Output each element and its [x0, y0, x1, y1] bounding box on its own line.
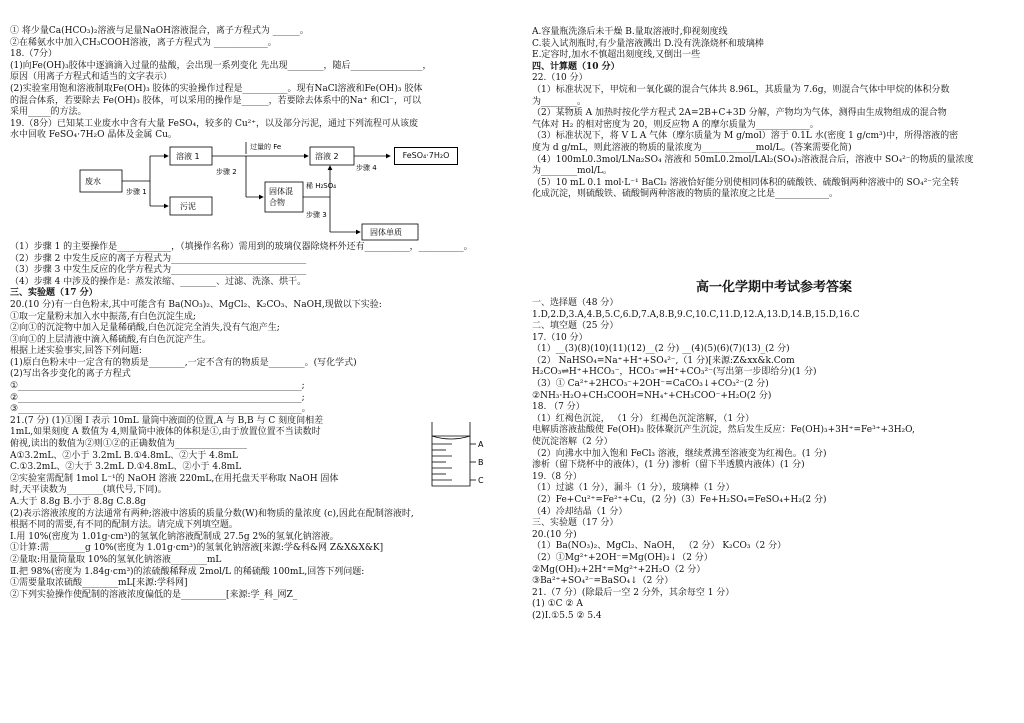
q17-continued — [10, 26, 522, 49]
answer-line: （1）__(3)(8)(10)(11)(12)__(2 分) __(4)(5)(6)(7)(13)_(2 分) — [532, 344, 790, 355]
text-line: (1)原白色粉末中一定含有的物质是________,一定不含有的物质是________。(写化学式) — [10, 357, 357, 368]
text-line: ③向①的上层清液中滴入稀硫酸,有白色沉淀产生。 — [10, 334, 211, 345]
text-line: 水中回收 FeSO₄·7H₂O 晶体及金属 Cu。 — [10, 130, 177, 141]
answer-line: （2）Fe+Cu²⁺=Fe²⁺+Cu，(2 分)（3）Fe+H₂SO₄=FeSO₄+H₂(2 分) — [532, 495, 827, 505]
text-line: （3）步骤 3 中发生反应的化学方程式为______________________________ — [10, 265, 307, 276]
section-3-title: 三、实验题（17 分） — [10, 288, 98, 299]
answer-line: 渗析（留下烧杯中的液体），(1 分) 渗析（留下半透膜内液体）(1 分) — [532, 460, 805, 471]
text-line: 19.（8分）已知某工业废水中含有大量 FeSO₄，较多的 Cu²⁺，以及部分污泥，通过下列流程可从该废 — [10, 118, 419, 129]
answer-line: （2）①Mg²⁺+2OH⁻=Mg(OH)₂↓（2 分） — [532, 552, 713, 563]
flow-label-metal: 固体单质 — [370, 227, 402, 237]
answer-line: 18. （7 分） — [532, 402, 585, 413]
text-line: (1)向Fe(OH)₃胶体中逐滴滴入过量的盐酸，会出现一系列变化 先出现________，随后________________， — [10, 60, 432, 71]
answer-line: （2） NaHSO₄=Na⁺+H⁺+SO₄²⁻,（1 分)[来源:Z&xx&k.Com — [532, 355, 795, 366]
answer-line: 二、填空题（25 分） — [532, 321, 619, 332]
text-line: A.容量瓶洗涤后未干燥 B.量取溶液时,仰视刻度线 — [532, 27, 728, 37]
text-line: ②量取:用量筒量取 10%的氢氧化钠溶液________mL — [10, 554, 222, 565]
text-line: E.定容时,加水不慎超出刻度线,又倒出一些 — [532, 50, 701, 61]
blank-space — [532, 201, 1016, 275]
text-line: C.①3.2mL、②大于 3.2mL D.①4.8mL、②小于 4.8mL — [10, 462, 242, 473]
answer-line: 三、实验题（17 分） — [532, 518, 619, 529]
answer-line: 19.（8 分） — [532, 471, 582, 482]
text-line: （5）10 mL 0.1 mol·L⁻¹ BaCl₂ 溶液恰好能分别使相同体积的硫酸铁、硫酸铜两种溶液中的 SO₄²⁻完全转 — [532, 177, 960, 188]
answer-line: 21.（7 分）(除最后一空 2 分外，其余每空 1 分） — [532, 587, 735, 598]
q22-text — [532, 73, 1016, 201]
q20-text — [10, 300, 522, 416]
answer-line: （1）红褐色沉淀， （1 分） 红褐色沉淀溶解，（1 分） — [532, 413, 755, 424]
q21-options — [532, 27, 1016, 62]
text-line: 21.(7 分) (1)①图 I 表示 10mL 量筒中液面的位置,A 与 B,B 与 C 刻度间相差 — [10, 415, 324, 426]
flow-box-product — [394, 147, 458, 165]
text-line: 化成沉淀，则硫酸铁、硫酸铜两种溶液的物质的量浓度之比是____________。 — [532, 189, 839, 200]
text-line: C.装入试剂瓶时,有少量溶液溅出 D.没有洗涤烧杯和玻璃棒 — [532, 38, 764, 49]
left-column — [10, 26, 522, 601]
text-line: 1mL,如果刻度 A 数值为 4,则量筒中液体的体积是①,由于放置位置不当读数时 — [10, 427, 321, 438]
text-line: 气体对 H₂ 的相对密度为 20，则反应物 A 的摩尔质量为____________。 — [532, 119, 819, 130]
answer-line: （3）① Ca²⁺+2HCO₃⁻+2OH⁻=CaCO₃↓+CO₃²⁻(2 分) — [532, 379, 769, 390]
answer-line: 1.D,2.D,3.A,4.B,5.C,6.D,7.A,8.B,9.C,10.C,11.D,12.A,13.D,14.B,15.D,16.C — [532, 309, 860, 320]
text-line: 俯视,读出的数值为②则①②的正确数值为________________ — [10, 439, 247, 450]
text-line: 为________。 — [532, 96, 587, 107]
text-line: (2)表示溶液浓度的方法通常有两种;溶液中溶质的质量分数(W)和物质的量浓度 (c),因此在配制溶液时, — [10, 508, 414, 519]
text-line: ①计算:需________g 10%(密度为 1.01g·cm³)的氢氧化钠溶液[来源:学&科&网 Z&X&X&K] — [10, 543, 384, 554]
answer-line: 20.(10 分) — [532, 529, 577, 540]
text-line: 根据上述实验事实,回答下列问题: — [10, 346, 142, 357]
answer-line: （2）向沸水中加入饱和 FeCl₃ 溶液，继续煮沸至溶液变为红褐色。(1 分) — [532, 448, 827, 459]
text-line: A.大于 8.8g B.小于 8.8g C.8.8g — [10, 497, 146, 507]
text-line: ②在稀氨水中加入CH₃COOH溶液，离子方程式为 ____________。 — [10, 37, 277, 48]
text-line: ②向①的沉淀物中加入足量稀硝酸,白色沉淀完全消失,没有气泡产生; — [10, 323, 280, 334]
text-line: (2)写出各步变化的离子方程式 — [10, 369, 131, 380]
flow-diagram — [10, 142, 522, 242]
q19-subquestions — [10, 242, 522, 288]
answer-line: ②Mg(OH)₂+2H⁺=Mg²⁺+2H₂O（2 分） — [532, 564, 706, 575]
flow-label-step4: 步骤 4 — [356, 163, 377, 172]
answer-line: （1）过滤（1 分），漏斗（1 分），玻璃棒（1 分） — [532, 483, 735, 494]
answer-line: 一、选择题（48 分） — [532, 297, 619, 308]
flow-label-excess-fe: 过量的 Fe — [250, 142, 282, 151]
text-line: ① 将少量Ca(HCO₃)₂溶液与足量NaOH溶液混合，离子方程式为 ______。 — [10, 26, 309, 36]
text-line: 18.（7分） — [10, 49, 58, 60]
text-line: （4）步骤 4 中涉及的操作是：蒸发浓缩、________、过滤、洗涤、烘干。 — [10, 276, 307, 287]
text-line: ①_______________________________________________________________; — [10, 381, 305, 392]
answer-line: （4）冷却结晶（1 分） — [532, 506, 628, 517]
answer-line: (1) ①C ② A — [532, 599, 583, 610]
text-line: 20.(10 分)有一白色粉末,其中可能含有 Ba(NO₃)₂、MgCl₂、K₂CO₃、NaOH,现做以下实验: — [10, 299, 382, 310]
flow-label-step2: 步骤 2 — [216, 167, 237, 176]
answer-line: 17.（10 分） — [532, 332, 588, 343]
text-line: ①需要量取浓硫酸________mL[来源:学科网] — [10, 578, 188, 589]
text-line: (2)实验室用饱和溶液制取Fe(OH)₃ 胶体的实验操作过程是__________。现有NaCl溶液和Fe(OH)₃ 胶体 — [10, 83, 423, 94]
text-line: 采用_____的方法。 — [10, 107, 87, 118]
text-line: Ⅰ.用 10%(密度为 1.01g·cm³)的氢氧化钠溶液配制成 27.5g 2%的氢氧化钠溶液。 — [10, 531, 339, 542]
text-line: （2）步骤 2 中发生反应的离子方程式为______________________________ — [10, 253, 307, 264]
flow-label-sludge: 污泥 — [180, 201, 196, 211]
flow-label-step3: 步骤 3 — [306, 210, 327, 219]
answer-line: 使沉淀溶解（2 分） — [532, 437, 613, 448]
answer-key-title: 高一化学期中考试参考答案 — [695, 279, 852, 295]
text-line: ②下列实验操作使配制的溶液浓度偏低的是__________[来源:学_科_网Z_ — [10, 589, 298, 600]
text-line: 根据不同的需要,有不同的配制方法。请完成下列填空题。 — [10, 520, 238, 531]
q18-q19-text — [10, 49, 522, 142]
cylinder-mark-c: C — [478, 475, 484, 485]
text-line: ②实验室需配制 1mol L⁻¹的 NaOH 溶液 220mL,在用托盘天平称取 NaOH 固体 — [10, 473, 339, 484]
answer-line: ③Ba²⁺+SO₄²⁻=BaSO₄↓（2 分） — [532, 576, 674, 587]
text-line: （3）标准状况下，将 V L A 气体（摩尔质量为 M g/mol）溶于 0.1L 水(密度 1 g/cm³)中，所得溶液的密 — [532, 131, 959, 142]
text-line: 原因（用离子方程式和适当的文字表示） — [10, 72, 173, 83]
answer-line: （1）Ba(NO₃)₂、MgCl₂、NaOH， （2 分） K₂CO₃（2 分） — [532, 541, 787, 552]
text-line: 为________mol/L。 — [532, 166, 612, 177]
answer-line: ②NH₃·H₂O+CH₃COOH=NH₄⁺+CH₃COO⁻+H₂O(2 分) — [532, 390, 772, 401]
text-line: ①取一定量粉末加入水中振荡,有白色沉淀生成; — [10, 311, 196, 322]
answer-key — [532, 298, 1016, 623]
cylinder-mark-b: B — [478, 457, 484, 467]
cylinder-mark-a: A — [478, 439, 484, 449]
right-column — [532, 27, 1016, 623]
text-line: Ⅱ.把 98%(密度为 1.84g·cm³)的浓硫酸稀释成 2mol/L 的稀硫酸 100mL,回答下列问题: — [10, 566, 365, 577]
flow-label-solution2: 溶液 2 — [315, 151, 339, 161]
flow-label-waste: 废水 — [85, 176, 101, 186]
text-line: 时,天平读数为________(填代号,下同)。 — [10, 485, 167, 496]
text-line: （2）某物质 A 加热时按化学方程式 2A=2B+C+3D 分解，产物均为气体，测得由生成物组成的混合物 — [532, 108, 947, 119]
text-line: 度为 d g/mL，则此溶液的物质的量浓度为____________mol/L。(答案需要化简) — [532, 142, 852, 153]
text-line: （4）100mL0.3mol/LNa₂SO₄ 溶液和 50mL0.2mol/LAl₂(SO₄)₃溶液混合后，溶液中 SO₄²⁻的物质的量浓度 — [532, 154, 974, 165]
text-line: 的混合体系，若要除去 Fe(OH)₃ 胶体，可以采用的操作是______，若要除去体系中的Na⁺ 和Cl⁻，可以 — [10, 95, 422, 106]
text-line: ③_______________________________________________________________。 — [10, 404, 311, 415]
section-4-title: 四、计算题（10 分） — [532, 61, 620, 72]
text-line: A①3.2mL、②小于 3.2mL B.①4.8mL、②大于 4.8mL — [10, 450, 238, 461]
flow-label-product: FeSO₄·7H₂O — [402, 150, 450, 160]
text-line: 22.（10 分） — [532, 73, 588, 84]
flow-label-step1: 步骤 1 — [126, 187, 147, 196]
flow-label-dilute-acid: 稀 H₂SO₄ — [306, 181, 337, 190]
flow-label-mixture: 固体混合物 — [269, 186, 293, 207]
answer-line: H₂CO₃⇌H⁺+HCO₃⁻，HCO₃⁻⇌H⁺+CO₃²⁻(写出第一步即给分)(1 分) — [532, 367, 817, 378]
flow-diagram-svg — [10, 142, 402, 242]
flow-label-solution1: 溶液 1 — [176, 151, 200, 161]
text-line: （1）步骤 1 的主要操作是____________，（填操作名称）需用到的玻璃仪器除烧杯外还有__________，__________。 — [10, 241, 473, 252]
text-line: （1）标准状况下，甲烷和一氧化碳的混合气体共 8.96L，其质量为 7.6g，则混合气体中甲烷的体积分数 — [532, 84, 950, 95]
text-line: ②_______________________________________________________________; — [10, 392, 305, 403]
answer-line: 电解质溶液盐酸使 Fe(OH)₃ 胶体聚沉产生沉淀，然后发生反应：Fe(OH)₃+3H⁺=Fe³⁺+3H₂O, — [532, 425, 915, 436]
cylinder-figure — [422, 418, 492, 490]
answer-line: (2)Ⅰ.①5.5 ② 5.4 — [532, 610, 602, 621]
